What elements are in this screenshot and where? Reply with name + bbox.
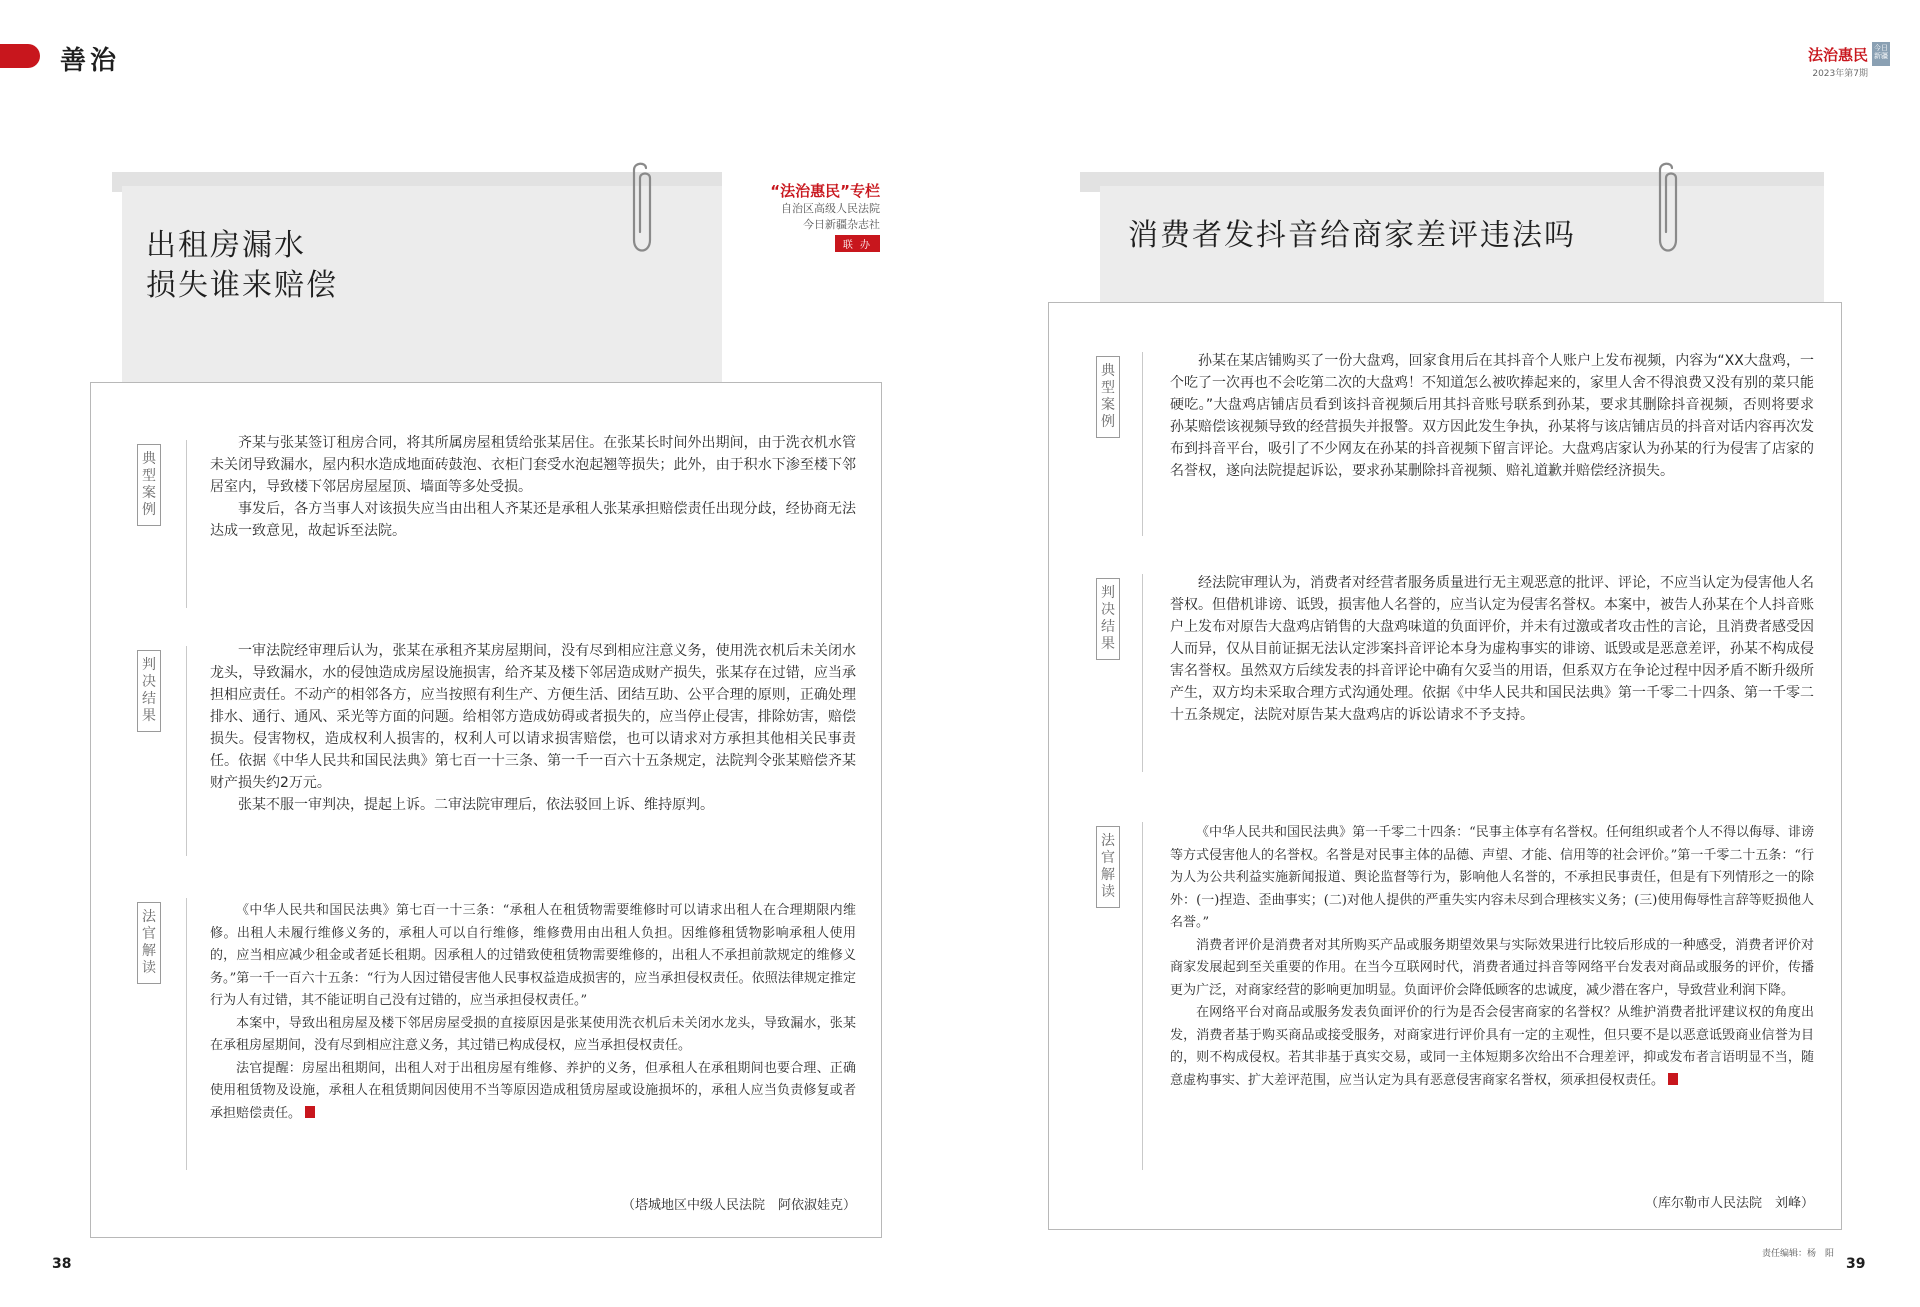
paragraph-last: [210, 1058, 856, 1126]
column-name: “法治惠民”专栏: [770, 182, 880, 200]
magazine-brand: [1808, 44, 1868, 79]
section-divider-line: [186, 646, 187, 856]
label-char: 案: [1101, 397, 1115, 413]
paragraph: 经法院审理认为，消费者对经营者服务质量进行无主观恶意的批评、评论，不应当认定为侵害他人名誉权。但借机诽谤、诋毁，损害他人名誉的，应当认定为侵害名誉权。本案中，被告人孙某在个人抖音账户上发布对原告大盘鸡店销售的大盘鸡味道的负面评价，并未有过激或者攻击性的言论，且消费者感受因人而异，仅从目前证据无法认定涉案抖音评论本身为虚构事实的诽谤、诋毁或是恶意差评，孙某不构成侵害名誉权。虽然双方后续发表的抖音评论中确有欠妥当的用语，但系双方在争论过程中因矛盾不断升级所产生，双方均未采取合理方式沟通处理。依据《中华人民共和国民法典》第一千零二十四条、第一千零二十五条规定，法院对原告某大盘鸡店的诉讼请求不予支持。: [1170, 575, 1814, 723]
section-label-interpretation: [1096, 826, 1120, 908]
paper-clip-icon: [1652, 162, 1682, 258]
end-mark-icon: [305, 1106, 315, 1118]
label-char: 读: [1101, 884, 1115, 900]
brand-issue: 2023年第7期: [1812, 69, 1868, 79]
paragraph: 消费者评价是消费者对其所购买产品或服务期望效果与实际效果进行比较后形成的一种感受，消费者评价对商家发展起到至关重要的作用。在当今互联网时代，消费者通过抖音等网络平台发表对商品或服务的评价，传播更为广泛，对商家经营的影响更加明显。负面评价会降低顾客的忠诚度，减少潜在客户，导致营业利润下降。: [1170, 937, 1814, 998]
label-char: 官: [142, 926, 156, 942]
label-char: 型: [1101, 380, 1115, 396]
label-char: 法: [142, 909, 156, 925]
author-signature: （库尔勒市人民法院 刘峰）: [1644, 1196, 1814, 1211]
section-divider-line: [1142, 822, 1143, 1170]
page-number-left: 38: [52, 1256, 72, 1272]
label-char: 解: [1101, 867, 1115, 883]
article-title: [146, 226, 338, 306]
label-char: 例: [142, 502, 156, 518]
label-char: 结: [1101, 619, 1115, 635]
paragraph: 齐某与张某签订租房合同，将其所属房屋租赁给张某居住。在张某长时间外出期间，由于洗衣机水管未关闭导致漏水，屋内积水造成地面砖鼓泡、衣柜门套受水泡起翘等损失；此外，由于积水下渗至楼下邻居室内，导致楼下邻居房屋屋顶、墙面等多处受损。: [210, 435, 856, 495]
label-char: 果: [142, 708, 156, 724]
paragraph-text: 在网络平台对商品或服务发表负面评价的行为是否会侵害商家的名誉权？从维护消费者批评建议权的角度出发，消费者基于购买商品或接受服务，对商家进行评价具有一定的主观性，但只要不是以恶意诋毁商业信誉为目的，则不构成侵权。若其非基于真实交易，或同一主体短期多次给出不合理差评，抑或发布者言语明显不当，随意虚构事实、扩大差评范围，应当认定为具有恶意侵害商家名誉权，须承担侵权责任。: [1170, 1005, 1814, 1088]
paragraph: 事发后，各方当事人对该损失应当由出租人齐某还是承租人张某承担赔偿责任出现分歧，经协商无法达成一致意见，故起诉至法院。: [210, 501, 856, 539]
section-label-case: [1096, 356, 1120, 438]
label-char: 典: [1101, 363, 1115, 379]
column-org-magazine: 今日新疆杂志社: [803, 218, 880, 231]
paragraph: 《中华人民共和国民法典》第七百一十三条：“承租人在租赁物需要维修时可以请求出租人在合理期限内维修。出租人未履行维修义务的，承租人可以自行维修，维修费用由出租人负担。因维修租赁物影响承租人使用的，应当相应减少租金或者延长租期。因承租人的过错致使租赁物需要维修的，出租人不承担前款规定的维修义务。”第一千一百六十五条：“行为人因过错侵害他人民事权益造成损害的，应当承担侵权责任。依照法律规定推定行为人有过错，其不能证明自己没有过错的，应当承担侵权责任。”: [210, 903, 856, 1008]
section-label-verdict: [1096, 578, 1120, 660]
section-case-text: [210, 432, 856, 542]
label-char: 判: [142, 657, 156, 673]
paragraph: 本案中，导致出租房屋及楼下邻居房屋受损的直接原因是张某使用洗衣机后未关闭水龙头，导致漏水，张某在承租房屋期间，没有尽到相应注意义务，其过错已构成侵权，应当承担侵权责任。: [210, 1015, 856, 1053]
section-divider-line: [1142, 574, 1143, 772]
section-divider-line: [1142, 352, 1143, 536]
section-label-case: [137, 444, 161, 526]
label-char: 判: [1101, 585, 1115, 601]
paragraph-last: [1170, 1002, 1814, 1092]
paragraph-text: 法官提醒：房屋出租期间，出租人对于出租房屋有维修、养护的义务，但承租人在承租期间也要合理、正确使用租赁物及设施，承租人在租赁期间因使用不当等原因造成租赁房屋或设施损坏的，承租人应当负责修复或者承担赔偿责任。: [210, 1060, 856, 1121]
article-title-line2: 损失谁来赔偿: [146, 268, 338, 303]
section-interpretation-text: [210, 900, 856, 1125]
column-info: [740, 180, 880, 252]
section-divider-line: [186, 440, 187, 608]
paper-clip-icon: [626, 162, 656, 258]
column-badge: 联 办: [835, 235, 880, 252]
page-number-right: 39: [1846, 1256, 1866, 1272]
label-char: 典: [142, 451, 156, 467]
section-label-interpretation: [137, 902, 161, 984]
brand-name: 法治惠民: [1807, 46, 1868, 64]
paragraph: 张某不服一审判决，提起上诉。二审法院审理后，依法驳回上诉、维持原判。: [238, 797, 714, 813]
paragraph: 《中华人民共和国民法典》第一千零二十四条：“民事主体享有名誉权。任何组织或者个人不得以侮辱、诽谤等方式侵害他人的名誉权。名誉是对民事主体的品德、声望、才能、信用等的社会评价。”第一千零二十五条：“行为人为公共利益实施新闻报道、舆论监督等行为，影响他人名誉的，不承担民事责任，但是有下列情形之一的除外：(一)捏造、歪曲事实；(二)对他人提供的严重失实内容未尽到合理核实义务；(三)使用侮辱性言辞等贬损他人名誉。”: [1170, 825, 1814, 930]
label-char: 案: [142, 485, 156, 501]
label-char: 决: [1101, 602, 1115, 618]
article-title: 消费者发抖音给商家差评违法吗: [1128, 218, 1576, 253]
label-char: 法: [1101, 833, 1115, 849]
section-verdict-text: [1170, 572, 1814, 726]
section-verdict-text: [210, 640, 856, 816]
paragraph: 一审法院经审理后认为，张某在承租齐某房屋期间，没有尽到相应注意义务，使用洗衣机后未关闭水龙头，导致漏水，水的侵蚀造成房屋设施损害，给齐某及楼下邻居造成财产损失，张某存在过错，应当承担相应责任。不动产的相邻各方，应当按照有利生产、方便生活、团结互助、公平合理的原则，正确处理排水、通行、通风、采光等方面的问题。给相邻方造成妨碍或者损失的，应当停止侵害，排除妨害，赔偿损失。侵害物权，造成权利人损害的，权利人可以请求损害赔偿，也可以请求对方承担其他相关民事责任。依据《中华人民共和国民法典》第七百一十三条、第一千一百六十五条规定，法院判令张某赔偿齐某财产损失约2万元。: [210, 643, 856, 791]
label-char: 结: [142, 691, 156, 707]
end-mark-icon: [1668, 1073, 1678, 1085]
label-char: 例: [1101, 414, 1115, 430]
section-interpretation-text: [1170, 822, 1814, 1092]
section-tab-marker: [0, 44, 40, 68]
label-char: 果: [1101, 636, 1115, 652]
label-char: 型: [142, 468, 156, 484]
section-label-verdict: [137, 650, 161, 732]
article-title-line1: 出租房漏水: [146, 228, 306, 263]
responsible-editor: 责任编辑：杨 阳: [1762, 1249, 1835, 1259]
section-title: 善治: [60, 46, 121, 76]
brand-badge: 今日新疆: [1872, 42, 1890, 66]
label-char: 决: [142, 674, 156, 690]
paragraph: 孙某在某店铺购买了一份大盘鸡，回家食用后在其抖音个人账户上发布视频，内容为“XX大盘鸡，一个吃了一次再也不会吃第二次的大盘鸡！不知道怎么被吹捧起来的，家里人舍不得浪费又没有别的菜只能硬吃。”大盘鸡店铺店员看到该抖音视频后用其抖音账号联系到孙某，要求其删除抖音视频，否则将要求孙某赔偿该视频导致的经营损失并报警。双方因此发生争执，孙某将与该店铺店员的抖音对话内容再次发布到抖音平台，吸引了不少网友在孙某的抖音视频下留言评论。大盘鸡店家认为孙某的行为侵害了店家的名誉权，遂向法院提起诉讼，要求孙某删除抖音视频、赔礼道歉并赔偿经济损失。: [1170, 353, 1814, 479]
label-char: 读: [142, 960, 156, 976]
section-case-text: [1170, 350, 1814, 482]
section-divider-line: [186, 898, 187, 1170]
column-org-court: 自治区高级人民法院: [781, 202, 880, 215]
author-signature: （塔城地区中级人民法院 阿依淑娃克）: [621, 1198, 856, 1213]
label-char: 官: [1101, 850, 1115, 866]
label-char: 解: [142, 943, 156, 959]
